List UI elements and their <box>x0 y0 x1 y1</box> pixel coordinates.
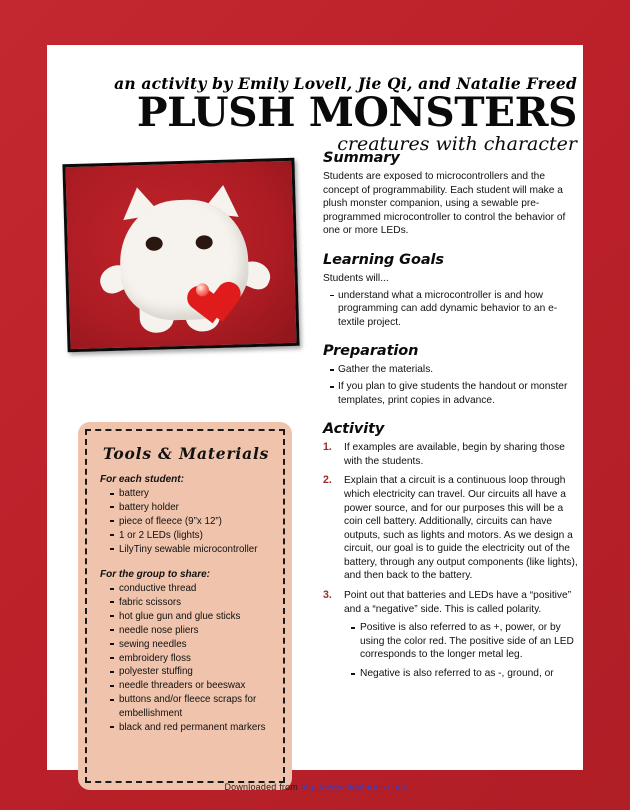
activity-step-3-sublist <box>344 621 581 680</box>
list-item: piece of fleece (9”x 12”) <box>110 515 273 528</box>
list-item: Positive is also referred to as +, power, or by using the color red. The positive side of an LED corresponds to the longer metal leg. <box>351 621 581 662</box>
each-student-list <box>99 487 273 556</box>
preparation-heading: Preparation <box>323 343 419 360</box>
tools-and-materials-box <box>78 422 292 790</box>
footer-link[interactable]: http://www.tidyforms.com <box>300 782 406 792</box>
summary-text: Students are exposed to microcontrollers and the concept of programmability. Each student will make a plush monster companion, using a sewable pre-programmed microcontroller to control the behavior of one or more LEDs. <box>323 171 566 237</box>
activity-step <box>323 474 581 583</box>
monster-photo <box>62 158 299 352</box>
list-item: needle threaders or beeswax <box>110 679 273 692</box>
learning-goals-list <box>323 289 581 330</box>
summary-heading: Summary <box>323 150 400 166</box>
list-item: embroidery floss <box>110 652 273 665</box>
page-title: PLUSH MONSTERS <box>136 89 577 137</box>
activity-step <box>323 441 581 468</box>
page-subtitle: creatures with character <box>337 133 577 156</box>
list-item: 1 or 2 LEDs (lights) <box>110 529 273 542</box>
monster-photo-container <box>61 155 303 355</box>
learning-goals-lead: Students will... <box>323 272 389 284</box>
list-item: sewing needles <box>110 638 273 651</box>
document-header <box>47 45 583 155</box>
list-item: If you plan to give students the handout or monster templates, print copies in advance. <box>330 380 581 407</box>
list-item: battery holder <box>110 501 273 514</box>
list-item: LilyTiny sewable microcontroller <box>110 543 273 556</box>
footer <box>0 782 630 792</box>
activity-step-text: Point out that batteries and LEDs have a “positive” and a “negative” side. This is called polarity. <box>344 590 572 615</box>
document-sheet <box>47 45 583 770</box>
learning-goals-heading: Learning Goals <box>323 251 444 268</box>
activity-step-text: If examples are available, begin by sharing those with the students. <box>344 442 565 467</box>
list-item: understand what a microcontroller is and how programming can add dynamic behavior to an e-textile project. <box>330 289 581 330</box>
activity-heading: Activity <box>323 421 385 438</box>
list-item: Gather the materials. <box>330 363 581 377</box>
list-item: buttons and/or fleece scraps for embellishment <box>110 693 273 720</box>
tools-and-materials-inner <box>85 429 285 783</box>
list-item: fabric scissors <box>110 596 273 609</box>
activity-step-text: Explain that a circuit is a continuous loop through which electricity can travel. Our circuits all have a power source, and for our purposes this will be a coin cell battery. Additionally, circuits can have outputs, such as lights and motors. As we design a circuit, our goal is to guide the electricity out of the battery, through any output components (like lights), and then back to the battery. <box>344 475 578 582</box>
footer-label: Downloaded from <box>224 782 298 792</box>
list-item: needle nose pliers <box>110 624 273 637</box>
each-student-label: For each student: <box>100 474 184 485</box>
list-item: hot glue gun and glue sticks <box>110 610 273 623</box>
activity-step <box>323 589 581 681</box>
group-share-label: For the group to share: <box>100 569 210 581</box>
right-column <box>323 150 581 687</box>
list-item: black and red permanent markers <box>110 721 273 734</box>
tools-and-materials-title: Tools & Materials <box>102 444 270 463</box>
list-item: battery <box>110 487 273 500</box>
activity-steps-list <box>323 441 581 681</box>
list-item: conductive thread <box>110 582 273 595</box>
list-item: polyester stuffing <box>110 665 273 678</box>
group-share-list <box>99 582 273 734</box>
list-item: Negative is also referred to as -, ground, or <box>351 667 581 681</box>
byline: an activity by Emily Lovell, Jie Qi, and Natalie Freed <box>114 74 577 93</box>
preparation-list <box>323 363 581 407</box>
